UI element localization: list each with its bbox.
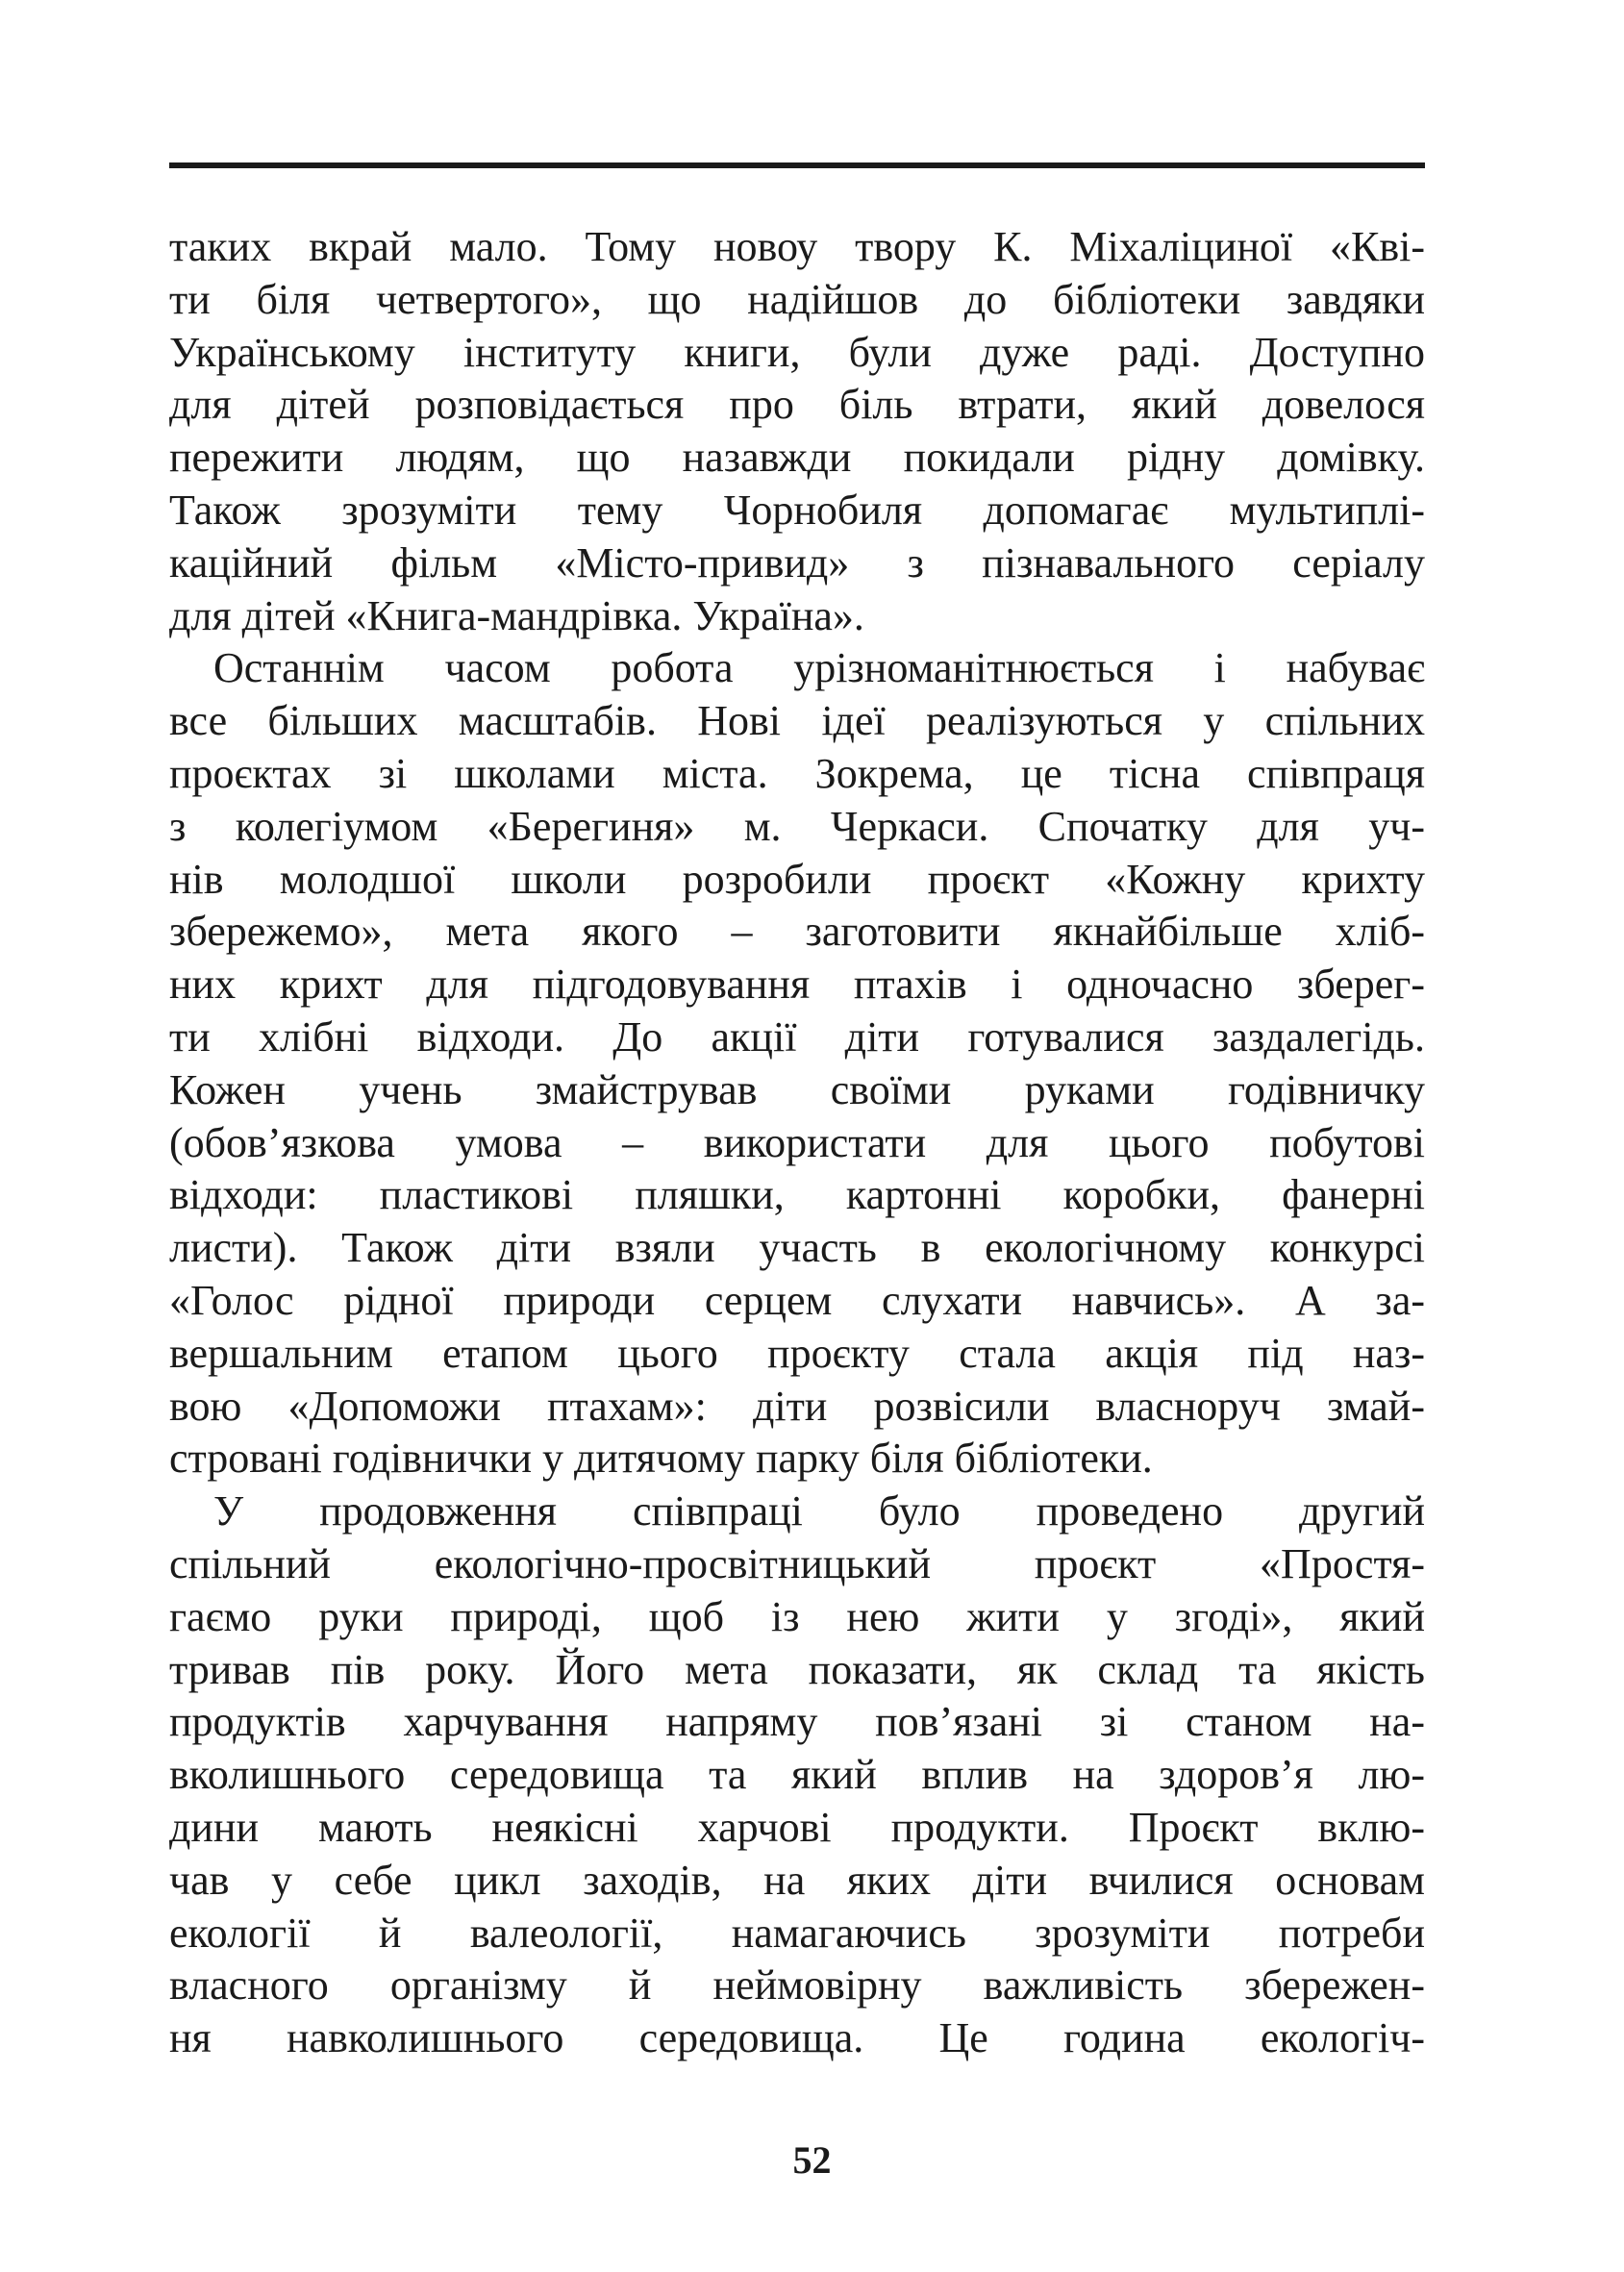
text-line: нів молодшої школи розробили проєкт «Кожну крихту — [169, 855, 1425, 903]
text-line: стровані годівнички у дитячому парку біля бібліотеки. — [169, 1435, 1153, 1483]
text-line: гаємо руки природі, щоб із нею жити у згоді», який — [169, 1592, 1425, 1640]
text-line: ня навколишнього середовища. Це година екологіч- — [169, 2014, 1425, 2062]
text-line: з колегіумом «Берегиня» м. Черкаси. Спочатку для уч- — [169, 802, 1425, 850]
text-line: каційний фільм «Місто-привид» з пізнавального серіалу — [169, 538, 1425, 587]
text-line: ти хлібні відходи. До акції діти готувалися заздалегідь. — [169, 1012, 1425, 1061]
text-line: тривав пів року. Його мета показати, як склад та якість — [169, 1645, 1425, 1693]
text-line: спільний екологічно-просвітницький проєкт «Простя- — [169, 1539, 1425, 1587]
text-line: «Голос рідної природи серцем слухати навчись». А за- — [169, 1276, 1425, 1324]
body-text — [169, 221, 1425, 2065]
text-line: для дітей «Книга-мандрівка. Україна». — [169, 591, 864, 639]
text-line: Кожен учень змайстрував своїми руками годівничку — [169, 1065, 1425, 1113]
text-line: пережити людям, що назавжди покидали рідну домівку. — [169, 434, 1425, 482]
text-line: У продовження співпраці було проведено другий — [213, 1487, 1425, 1535]
text-line: екології й валеології, намагаючись зрозуміти потреби — [169, 1909, 1425, 1957]
text-line: продуктів харчування напряму пов’язані зі станом на- — [169, 1698, 1425, 1746]
text-line: вколишнього середовища та який вплив на здоров’я лю- — [169, 1751, 1425, 1799]
text-line: для дітей розповідається про біль втрати, який довелося — [169, 381, 1425, 429]
header-rule — [169, 162, 1425, 168]
text-line: таких вкрай мало. Тому новоу твору К. Міхаліциної «Кві- — [169, 223, 1425, 270]
text-line: (обов’язкова умова – використати для цього побутові — [169, 1118, 1425, 1166]
text-line: власного організму й неймовірну важливість збережен- — [169, 1961, 1425, 2010]
text-line: ти біля четвертого», що надійшов до бібліотеки завдяки — [169, 275, 1425, 323]
text-line: листи). Також діти взяли участь в екологічному конкурсі — [169, 1224, 1425, 1272]
text-line: вершальним етапом цього проєкту стала акція під наз- — [169, 1329, 1425, 1377]
text-line: Останнім часом робота урізноманітнюється і набуває — [213, 644, 1425, 692]
text-line: збережемо», мета якого – заготовити якнайбільше хліб- — [169, 908, 1425, 956]
text-line: проєктах зі школами міста. Зокрема, це тісна співпраця — [169, 749, 1425, 797]
text-line: чав у себе цикл заходів, на яких діти вчилися основам — [169, 1856, 1425, 1904]
page-number: 52 — [792, 2138, 832, 2182]
text-line: вою «Допоможи птахам»: діти розвісили власноруч змай- — [169, 1382, 1425, 1430]
text-line: Українському інституту книги, були дуже раді. Доступно — [169, 328, 1425, 376]
text-line: Також зрозуміти тему Чорнобиля допомагає мультиплі- — [169, 486, 1425, 534]
text-line: них крихт для підгодовування птахів і одночасно зберег- — [169, 961, 1425, 1009]
text-line: все більших масштабів. Нові ідеї реалізуються у спільних — [169, 697, 1425, 745]
text-line: відходи: пластикові пляшки, картонні коробки, фанерні — [169, 1171, 1425, 1219]
text-line: дини мають неякісні харчові продукти. Проєкт вклю- — [169, 1803, 1425, 1851]
